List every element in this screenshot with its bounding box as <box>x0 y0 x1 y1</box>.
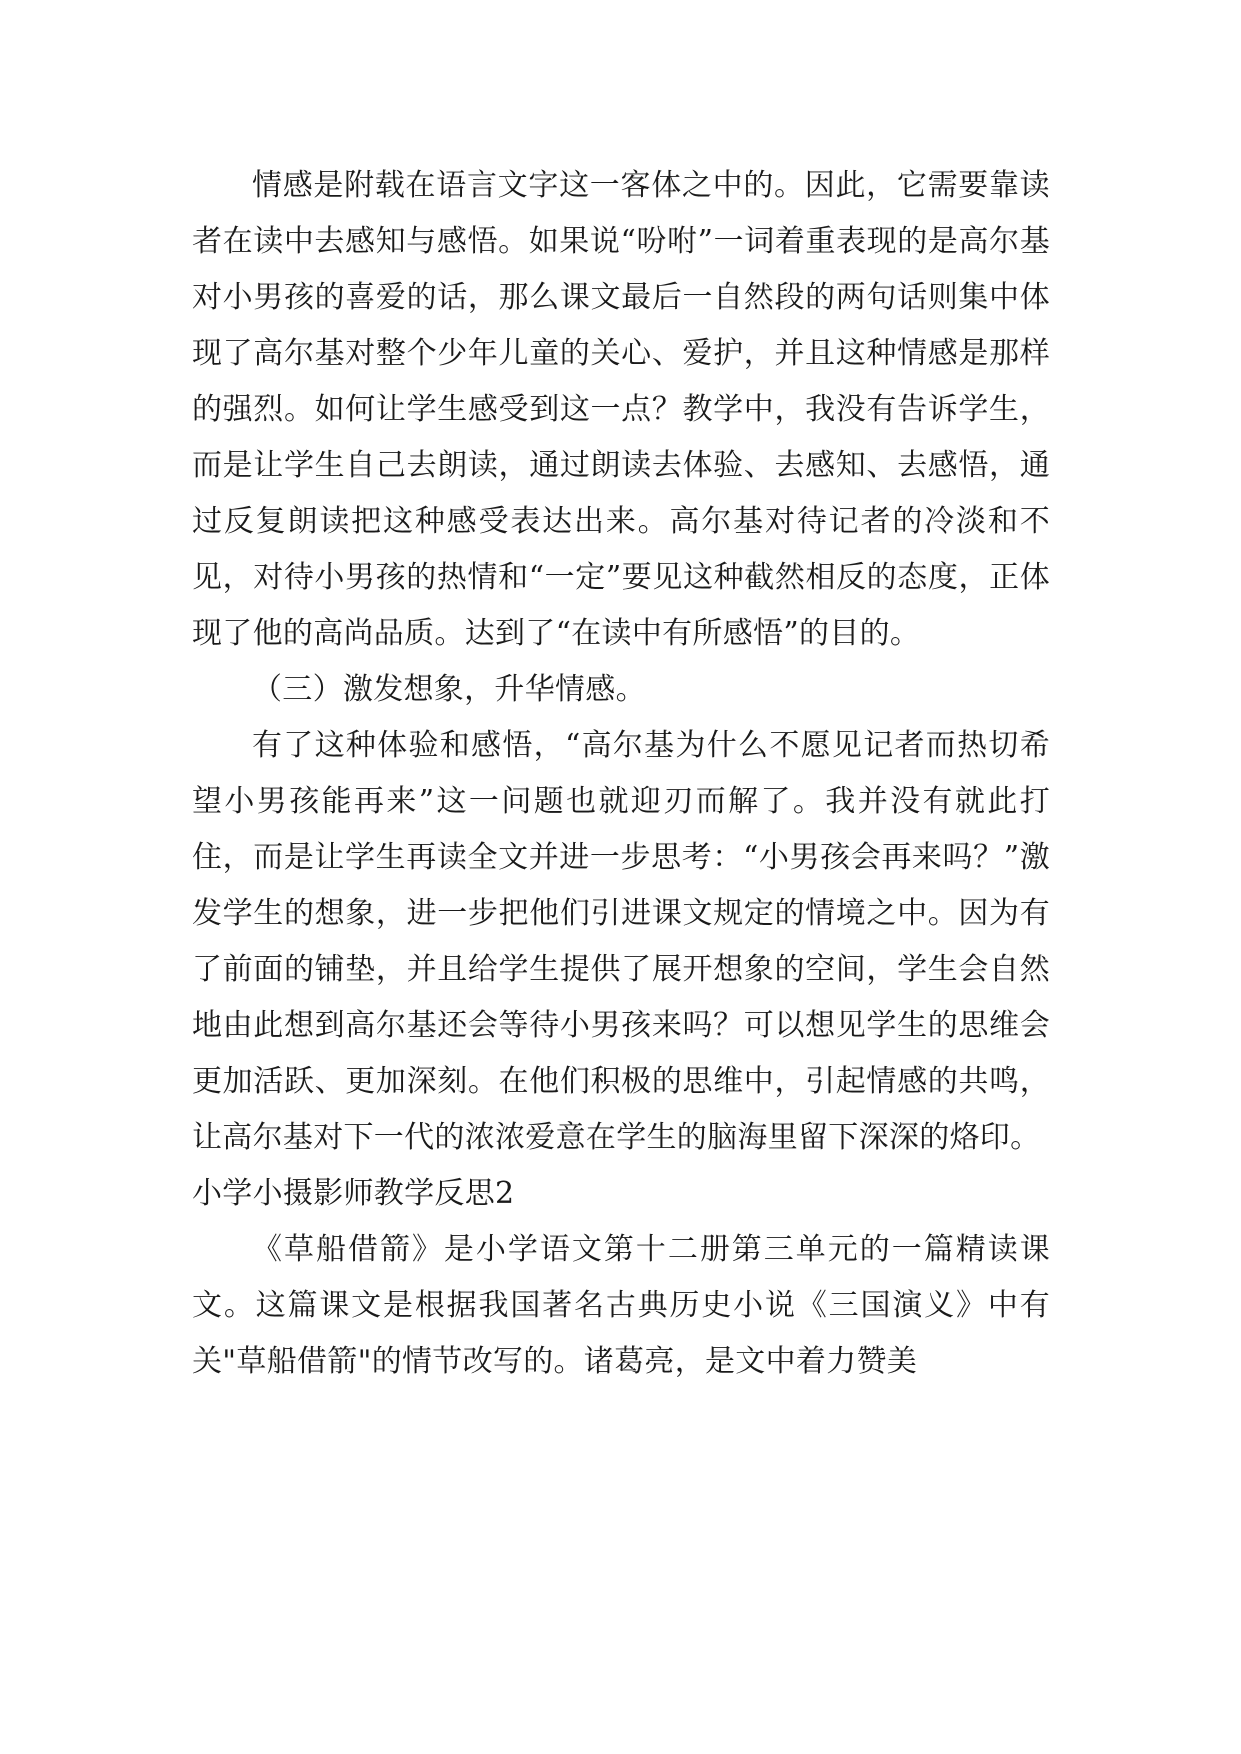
paragraph-imagination: 有了这种体验和感悟，“高尔基为什么不愿见记者而热切希望小男孩能再来”这一问题也就迎刃而解了。我并没有就此打住，而是让学生再读全文并进一步思考：“小男孩会再来吗？”激发学生的想象，进一步把他们引进课文规定的情境之中。因为有了前面的铺垫，并且给学生提供了展开想象的空间，学生会自然地由此想到高尔基还会等待小男孩来吗？可以想见学生的思维会更加活跃、更加深刻。在他们积极的思维中，引起情感的共鸣，让高尔基对下一代的浓浓爱意在学生的脑海里留下深深的烙印。 <box>192 728 1050 1155</box>
section-title-reflection-2: 小学小摄影师教学反思2 <box>192 1176 515 1211</box>
document-body <box>192 158 1050 1390</box>
subheading-imagination: （三）激发想象，升华情感。 <box>252 672 646 707</box>
paragraph-caochuanjiejian: 《草船借箭》是小学语文第十二册第三单元的一篇精读课文。这篇课文是根据我国著名古典历史小说《三国演义》中有关"草船借箭"的情节改写的。诸葛亮，是文中着力赞美 <box>192 1232 1050 1379</box>
paragraph-emotion-reading: 情感是附载在语言文字这一客体之中的。因此，它需要靠读者在读中去感知与感悟。如果说“吩咐”一词着重表现的是高尔基对小男孩的喜爱的话，那么课文最后一自然段的两句话则集中体现了高尔基对整个少年儿童的关心、爱护，并且这种情感是那样的强烈。如何让学生感受到这一点？教学中，我没有告诉学生，而是让学生自己去朗读，通过朗读去体验、去感知、去感悟，通过反复朗读把这种感受表达出来。高尔基对待记者的冷淡和不见，对待小男孩的热情和“一定”要见这种截然相反的态度，正体现了他的高尚品质。达到了“在读中有所感悟”的目的。 <box>192 168 1050 651</box>
